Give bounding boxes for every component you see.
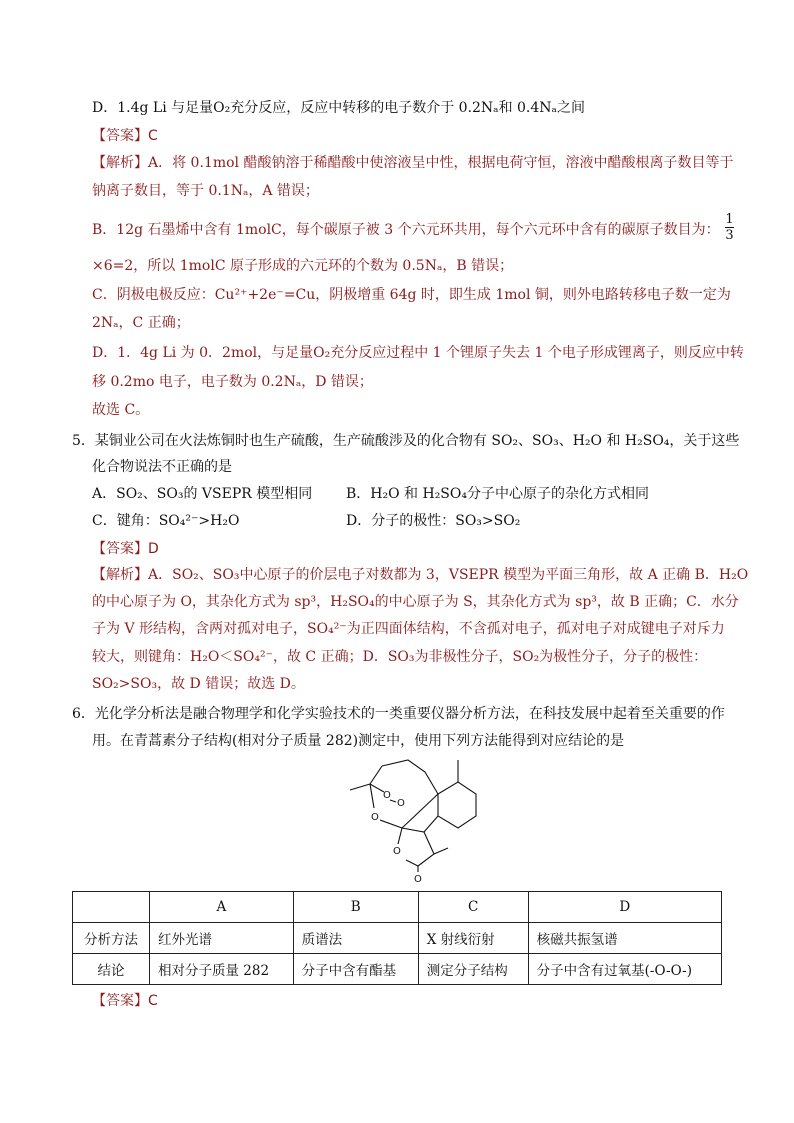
oxygen-atom: O <box>397 798 405 809</box>
q4-explanation-line: C．阴极电极反应：Cu²⁺+2e⁻=Cu，阴极增重 64g 时，即生成 1mol 铜，则外电路转移电子数一定为 <box>92 287 731 303</box>
table-header-row <box>73 892 722 923</box>
q5-option-a: A．SO₂、SO₃的 VSEPR 模型相同 <box>92 486 313 502</box>
oxygen-atom: O <box>414 874 422 885</box>
q5-answer: 【答案】D <box>92 541 159 557</box>
q4-explanation-line: 2Nₐ，C 正确； <box>92 315 190 331</box>
q4-explanation-line: B．12g 石墨烯中含有 1molC，每个碳原子被 3 个六元环共用，每个六元环中含有的碳原子数目为： <box>92 222 720 238</box>
artemisinin-structure <box>340 752 500 887</box>
table-cell: 质谱法 <box>293 923 418 954</box>
q5-explanation-line: 【解析】A．SO₂、SO₃中心原子的价层电子对数都为 3，VSEPR 模型为平面三角形，故 A 正确 B．H₂O <box>92 567 749 583</box>
q4-option-d: D．1.4g Li 与足量O₂充分反应，反应中转移的电子数介于 0.2Nₐ和 0.4Nₐ之间 <box>92 100 585 116</box>
oxygen-atom: O <box>383 790 391 801</box>
table-cell: 分子中含有酯基 <box>293 954 418 985</box>
table-cell: A <box>150 892 294 923</box>
table-cell: C <box>418 892 528 923</box>
q5-explanation-line: 较大，则键角：H₂O＜SO₄²⁻，故 C 正确；D．SO₃为非极性分子，SO₂为极性分子，分子的极性： <box>92 649 708 665</box>
table-cell: X 射线衍射 <box>418 923 528 954</box>
fraction-numerator: 1 <box>725 212 734 227</box>
q5-stem: 化合物说法不正确的是 <box>92 459 232 475</box>
table-cell: 分析方法 <box>73 923 150 954</box>
q4-explanation-line: 【解析】A．将 0.1mol 醋酸钠溶于稀醋酸中使溶液呈中性，根据电荷守恒，溶液中醋酸根离子数目等于 <box>92 155 734 171</box>
q5-stem: 5．某铜业公司在火法炼铜时也生产硫酸，生产硫酸涉及的化合物有 SO₂、SO₃、H₂O 和 H₂SO₄，关于这些 <box>72 433 740 449</box>
table-cell: 核磁共振氢谱 <box>528 923 721 954</box>
table-row <box>73 923 722 954</box>
q4-explanation-line: 故选 C。 <box>92 402 150 418</box>
oxygen-atom: O <box>393 846 401 857</box>
table-row <box>73 954 722 985</box>
q5-option-b: B．H₂O 和 H₂SO₄分子中心原子的杂化方式相同 <box>346 486 649 502</box>
q4-explanation-line: 移 0.2mo 电子，电子数为 0.2Nₐ，D 错误； <box>92 374 373 390</box>
q6-answer: 【答案】C <box>92 993 158 1009</box>
q4-answer: 【答案】C <box>92 128 158 144</box>
q6-stem: 6．光化学分析法是融合物理学和化学实验技术的一类重要仪器分析方法，在科技发展中起着至关重要的作 <box>72 706 725 722</box>
fraction-one-third <box>725 212 734 243</box>
q5-explanation-line: SO₂>SO₃，故 D 错误；故选 D。 <box>92 676 305 692</box>
q6-table <box>72 891 722 985</box>
q4-explanation-line: ×6=2，所以 1molC 原子形成的六元环的个数为 0.5Nₐ，B 错误； <box>92 258 514 274</box>
table-cell: 相对分子质量 282 <box>150 954 294 985</box>
q4-explanation-line: 钠离子数目，等于 0.1Nₐ，A 错误； <box>92 183 319 199</box>
table-cell: 测定分子结构 <box>418 954 528 985</box>
q4-explanation-line: D．1．4g Li 为 0．2mol，与足量O₂充分反应过程中 1 个锂原子失去 1 个电子形成锂离子，则反应中转 <box>92 345 744 361</box>
oxygen-atom: O <box>371 812 379 823</box>
fraction-denominator: 3 <box>725 228 734 243</box>
q5-option-d: D．分子的极性：SO₃>SO₂ <box>346 513 521 529</box>
q5-option-c: C．键角：SO₄²⁻>H₂O <box>92 513 240 529</box>
q6-stem: 用。在青蒿素分子结构(相对分子质量 282)测定中，使用下列方法能得到对应结论的是 <box>92 733 625 749</box>
table-cell: D <box>528 892 721 923</box>
table-cell: 分子中含有过氧基(-O-O-) <box>528 954 721 985</box>
table-cell <box>73 892 150 923</box>
table-cell: B <box>293 892 418 923</box>
q5-explanation-line: 的中心原子为 O，其杂化方式为 sp³，H₂SO₄的中心原子为 S，其杂化方式为 sp³，故 B 正确；C．水分 <box>92 594 739 610</box>
q5-explanation-line: 子为 V 形结构，含两对孤对电子，SO₄²⁻为正四面体结构，不含孤对电子，孤对电子对成键电子对斥力 <box>92 621 725 637</box>
table-cell: 结论 <box>73 954 150 985</box>
table-cell: 红外光谱 <box>150 923 294 954</box>
